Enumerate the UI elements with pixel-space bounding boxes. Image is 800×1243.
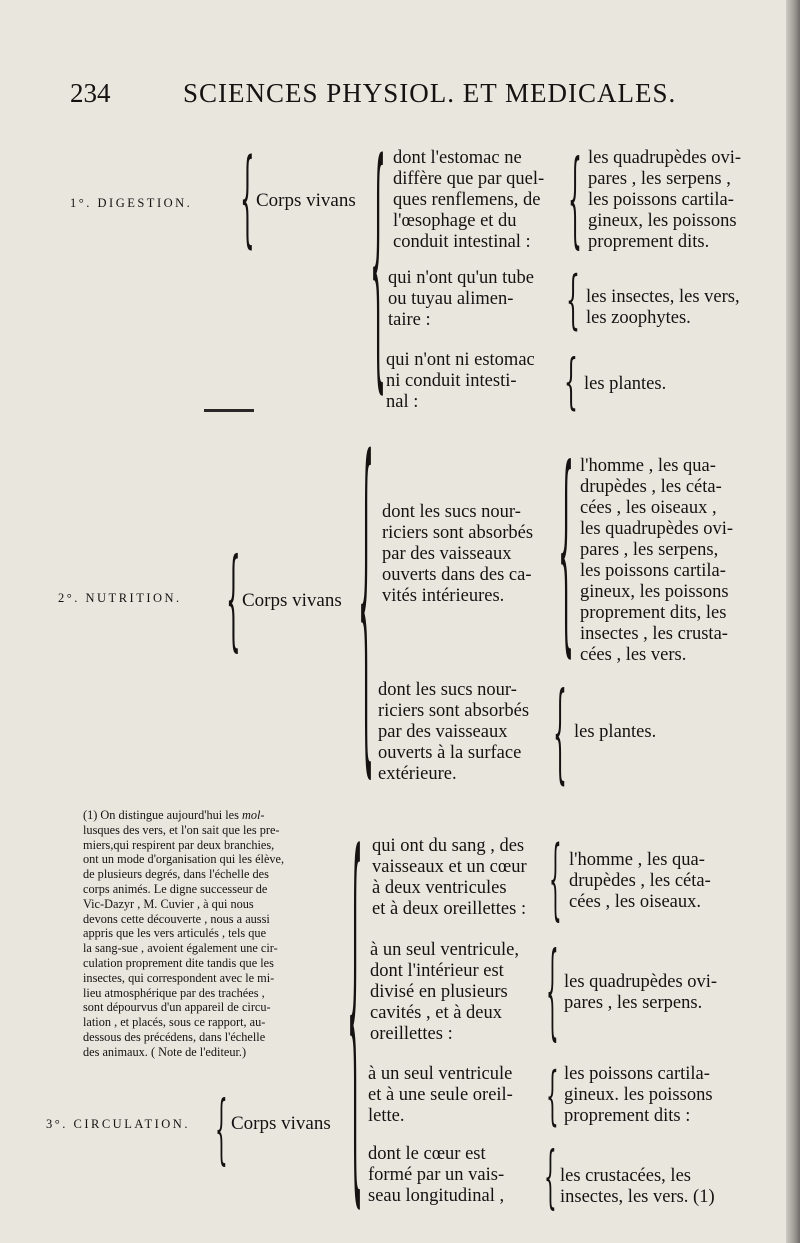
beings-line: cées , les oiseaux , [580, 498, 717, 518]
footnote-line: devons cette découverte , nous a aussi [83, 911, 270, 926]
beings-line: les plantes. [584, 374, 667, 394]
beings-line: les insectes, les vers, [586, 287, 740, 307]
desc-line: et à une seule oreil- [368, 1085, 513, 1105]
footnote-line: insectes, qui correspondent avec le mi- [83, 970, 275, 985]
footnote-italic: mol- [241, 808, 265, 822]
beings-line: l'homme , les qua- [569, 850, 705, 870]
beings-line: les quadrupèdes ovi- [580, 519, 734, 539]
desc-line: extérieure. [378, 764, 457, 784]
desc-line: qui ont du sang , des [372, 836, 525, 856]
desc-line: à deux ventricules [372, 878, 507, 898]
footnote-line: Vic-Dazyr , M. Cuvier , à qui nous [83, 896, 254, 911]
desc-line: riciers sont absorbés [378, 701, 530, 721]
beings-line: cées , les vers. [580, 645, 687, 665]
desc-line: ouverts dans des ca- [382, 565, 532, 585]
beings-line: l'homme , les qua- [580, 456, 716, 476]
beings-line: gineux. les poissons [564, 1085, 713, 1105]
right-brace: { [549, 829, 562, 931]
subject-circulation: Corps vivans [231, 1113, 331, 1134]
desc-line: diffère que par quel- [393, 169, 545, 189]
desc-line: oreillettes : [370, 1024, 453, 1044]
desc-line: dont l'estomac ne [393, 148, 522, 168]
section-divider [204, 409, 254, 412]
footnote-line: de plusieurs degrés, dans l'échelle des [83, 867, 269, 882]
beings-line: proprement dits : [564, 1106, 691, 1126]
beings-line: les zoophytes. [586, 308, 691, 328]
left-brace: { [240, 136, 255, 259]
desc-line: par des vaisseaux [378, 722, 508, 742]
section-label-circulation: 3°. CIRCULATION. [46, 1117, 190, 1131]
desc-line: ou tuyau alimen- [388, 289, 514, 309]
footnote-line: sont dépourvus d'un appareil de circu- [83, 1000, 271, 1015]
right-brace: { [558, 421, 575, 676]
running-title: SCIENCES PHYSIOL. ET MEDICALES. [183, 78, 677, 108]
subject-digestion: Corps vivans [256, 190, 356, 211]
page-edge [786, 0, 800, 1243]
footnote-line: miers,qui respirent par deux branchies, [83, 837, 275, 852]
desc-line: dont les sucs nour- [378, 680, 517, 700]
desc-line: vités intérieures. [382, 586, 505, 606]
section-label-digestion: 1°. DIGESTION. [70, 196, 193, 210]
beings-line: insectes , les crusta- [580, 624, 728, 644]
desc-line: divisé en plusieurs [370, 982, 508, 1002]
right-brace: { [568, 140, 582, 260]
desc-line: cavités , et à deux [370, 1003, 503, 1023]
footnote [83, 808, 345, 1060]
desc-line: seau longitudinal , [368, 1186, 505, 1206]
beings-line: gineux, les poissons [588, 211, 737, 231]
footnote-line: lusques des vers, et l'on sait que les pre- [83, 822, 280, 837]
desc-line: ouverts à la surface [378, 743, 522, 763]
beings-line: insectes, les vers. (1) [560, 1187, 715, 1207]
desc-line: qui n'ont qu'un tube [388, 268, 534, 288]
right-brace: { [564, 347, 578, 417]
beings-line: proprement dits. [588, 232, 710, 252]
left-brace: { [226, 534, 241, 662]
desc-line: formé par un vais- [368, 1165, 505, 1185]
footnote-line: appris que les vers articulés , tels que [83, 926, 267, 941]
right-brace: { [566, 263, 580, 337]
beings-line: les poissons cartila- [580, 561, 726, 581]
large-brace: { [358, 385, 375, 807]
desc-line: qui n'ont ni estomac [386, 350, 535, 370]
desc-line: vaisseaux et un cœur [372, 857, 527, 877]
footnote-lead: (1) On distingue aujourd'hui les [83, 808, 242, 822]
beings-line: pares , les serpens, [580, 540, 719, 560]
footnote-line: la sang-sue , avoient également une cir- [83, 941, 278, 956]
footnote-line: culation proprement dite tandis que les [83, 955, 274, 970]
beings-line: les poissons cartila- [588, 190, 734, 210]
subject-nutrition: Corps vivans [242, 590, 342, 611]
desc-line: ni conduit intesti- [386, 371, 517, 391]
desc-line: à un seul ventricule [368, 1064, 513, 1084]
right-brace: { [544, 1138, 557, 1218]
beings-line: les crustacées, les [560, 1166, 691, 1186]
right-brace: { [546, 1059, 559, 1133]
desc-line: ques renflemens, de [393, 190, 541, 210]
beings-line: pares , les serpens. [564, 993, 703, 1013]
beings-line: les quadrupèdes ovi- [564, 972, 718, 992]
right-brace: { [553, 671, 567, 797]
desc-line: à un seul ventricule, [370, 940, 519, 960]
footnote-line: des animaux. ( Note de l'editeur.) [83, 1044, 247, 1059]
large-brace: { [347, 774, 364, 1240]
footnote-line: lieu atmosphérique par des trachées , [83, 985, 265, 1000]
desc-line: conduit intestinal : [393, 232, 531, 252]
desc-line: l'œsophage et du [393, 211, 517, 231]
section-label-nutrition: 2°. NUTRITION. [58, 591, 182, 605]
footnote-line: corps animés. Le digne successeur de [83, 881, 268, 896]
large-brace: { [370, 106, 387, 416]
right-brace: { [546, 932, 559, 1052]
desc-line: lette. [368, 1106, 405, 1126]
beings-line: les plantes. [574, 722, 657, 742]
desc-line: nal : [386, 392, 419, 412]
beings-line: proprement dits, les [580, 603, 727, 623]
desc-line: taire : [388, 310, 431, 330]
desc-line: et à deux oreillettes : [372, 899, 527, 919]
beings-line: pares , les serpens , [588, 169, 731, 189]
footnote-line: lation , et placés, sous ce rapport, au- [83, 1015, 266, 1030]
left-brace: { [215, 1086, 228, 1174]
beings-line: drupèdes , les céta- [580, 477, 722, 497]
footnote-line: ont un mode d'organisation qui les élève, [83, 852, 285, 867]
beings-line: les quadrupèdes ovi- [588, 148, 742, 168]
desc-line: par des vaisseaux [382, 544, 512, 564]
page-number: 234 [70, 78, 111, 108]
desc-line: riciers sont absorbés [382, 523, 534, 543]
footnote-line: dessous des précédens, dans l'échelle [83, 1029, 266, 1044]
beings-line: gineux, les poissons [580, 582, 729, 602]
desc-line: dont les sucs nour- [382, 502, 521, 522]
beings-line: cées , les oiseaux. [569, 892, 702, 912]
desc-line: dont le cœur est [368, 1144, 486, 1164]
beings-line: drupèdes , les céta- [569, 871, 711, 891]
desc-line: dont l'intérieur est [370, 961, 504, 981]
beings-line: les poissons cartila- [564, 1064, 710, 1084]
